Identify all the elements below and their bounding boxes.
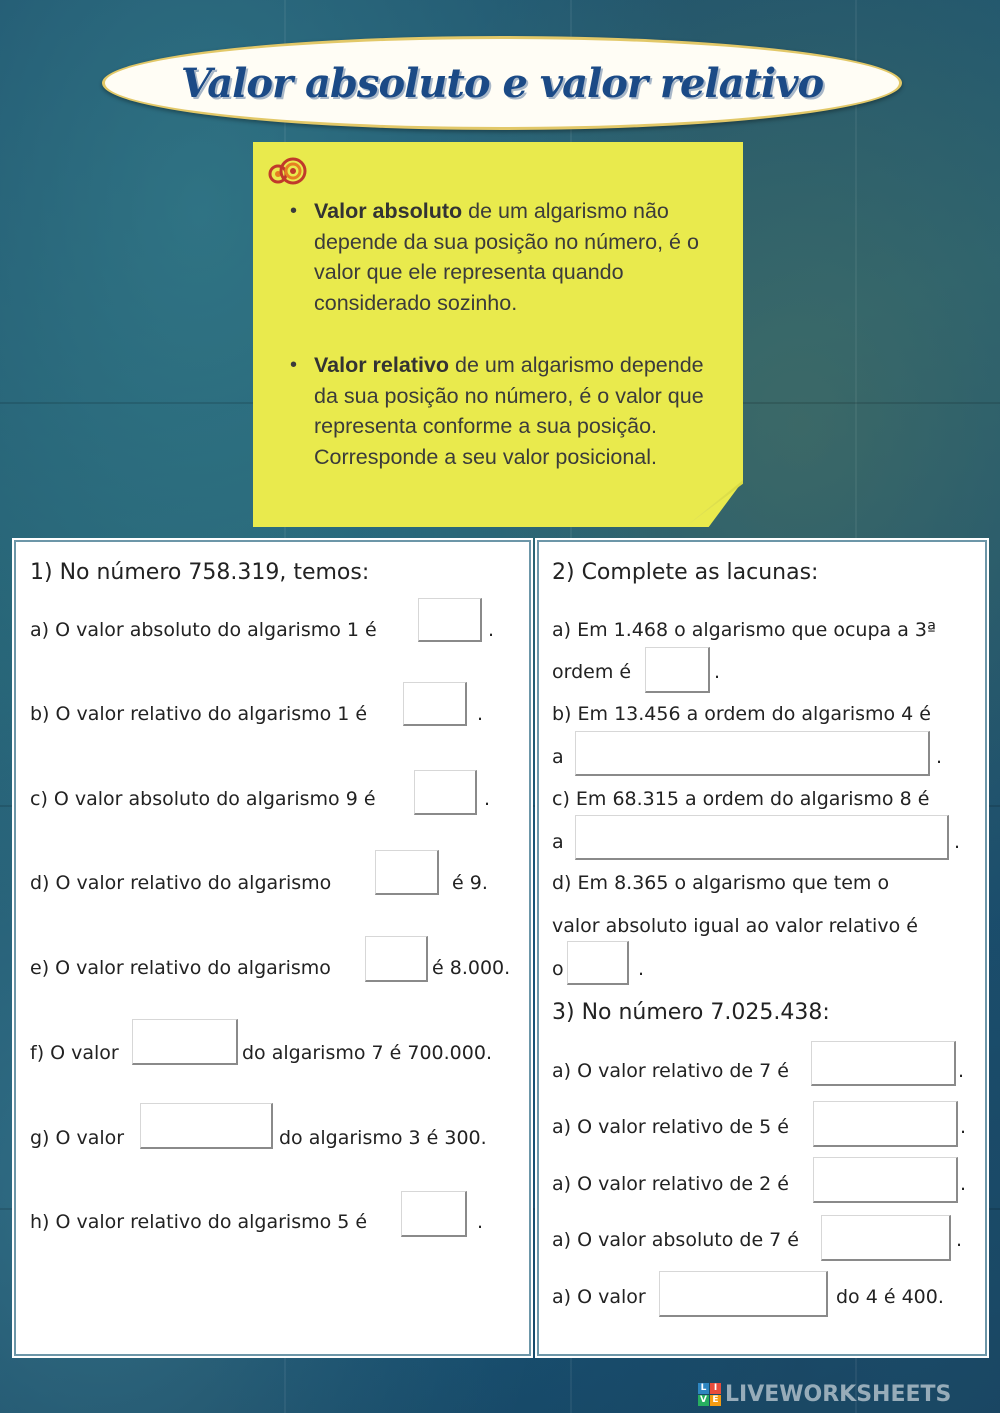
period: . <box>477 703 484 725</box>
q1c-text: c) O valor absoluto do algarismo 9 é <box>30 788 376 810</box>
q1d-tail: é 9. <box>452 872 488 894</box>
term-absolute: Valor absoluto <box>314 199 463 223</box>
period: . <box>477 1211 484 1233</box>
q1c-answer-input[interactable] <box>414 770 477 815</box>
period: . <box>954 831 961 853</box>
q3a-text: a) O valor relativo de 7 é <box>552 1060 789 1082</box>
q3a-answer-input[interactable] <box>811 1041 956 1086</box>
q1a-answer-input[interactable] <box>418 598 482 642</box>
exercise-1-heading: 1) No número 758.319, temos: <box>30 560 370 585</box>
q1d-text: d) O valor relativo do algarismo <box>30 872 332 894</box>
q1e-tail: é 8.000. <box>432 957 511 979</box>
target-icon <box>266 156 310 188</box>
term-relative: Valor relativo <box>314 353 450 377</box>
q2a-text-line1: a) Em 1.468 o algarismo que ocupa a 3ª <box>552 619 936 641</box>
q1b-answer-input[interactable] <box>403 682 467 726</box>
exercise-3-heading: 3) No número 7.025.438: <box>552 1000 830 1025</box>
q1b-text: b) O valor relativo do algarismo 1 é <box>30 703 368 725</box>
period: . <box>958 1060 965 1082</box>
period: . <box>638 958 645 980</box>
q2d-answer-input[interactable] <box>567 941 629 985</box>
q2b-text-line2: a <box>552 746 564 768</box>
logo-letter: E <box>710 1395 721 1406</box>
q3d-answer-input[interactable] <box>821 1215 951 1261</box>
period: . <box>484 788 491 810</box>
bullet: • <box>290 200 298 222</box>
q1f-answer-input[interactable] <box>132 1019 238 1065</box>
period: . <box>936 746 943 768</box>
q1e-text: e) O valor relativo do algarismo <box>30 957 331 979</box>
logo-letter: I <box>710 1383 721 1394</box>
note-item-absolute <box>288 196 713 318</box>
q2d-text-line2: valor absoluto igual ao valor relativo é <box>552 915 918 937</box>
liveworksheets-logo-icon <box>698 1383 721 1406</box>
liveworksheets-watermark <box>698 1380 951 1408</box>
q2c-text-line2: a <box>552 831 564 853</box>
q2a-text-line2: ordem é <box>552 661 632 683</box>
q2d-text-line3: o <box>552 958 564 980</box>
q2b-answer-input[interactable] <box>575 731 930 776</box>
q2c-text-line1: c) Em 68.315 a ordem do algarismo 8 é <box>552 788 930 810</box>
definition-relative: de um algarismo depende da sua posição no número, é o valor que representa conforme a sua posição. Corresponde a seu valor posicional. <box>314 353 704 469</box>
q1h-text: h) O valor relativo do algarismo 5 é <box>30 1211 368 1233</box>
period: . <box>960 1116 967 1138</box>
q1f-text: f) O valor <box>30 1042 119 1064</box>
q2c-answer-input[interactable] <box>575 815 949 860</box>
note-text <box>288 196 713 504</box>
q1g-answer-input[interactable] <box>140 1103 273 1149</box>
q2b-text-line1: b) Em 13.456 a ordem do algarismo 4 é <box>552 703 931 725</box>
q3c-text: a) O valor relativo de 2 é <box>552 1173 789 1195</box>
q3e-answer-input[interactable] <box>659 1271 828 1317</box>
q3b-answer-input[interactable] <box>813 1101 958 1147</box>
q3c-answer-input[interactable] <box>813 1157 958 1203</box>
q3e-tail: do 4 é 400. <box>836 1286 944 1308</box>
q3b-text: a) O valor relativo de 5 é <box>552 1116 789 1138</box>
definition-absolute: de um algarismo não depende da sua posição no número, é o valor que ele representa quando considerado sozinho. <box>314 199 699 315</box>
period: . <box>956 1229 963 1251</box>
logo-letter: V <box>698 1395 709 1406</box>
logo-letter: L <box>698 1383 709 1394</box>
q3e-text: a) O valor <box>552 1286 646 1308</box>
period: . <box>488 619 495 641</box>
title-banner <box>102 36 902 130</box>
note-item-relative <box>288 350 713 472</box>
watermark-text: LIVEWORKSHEETS <box>725 1381 952 1407</box>
q1g-tail: do algarismo 3 é 300. <box>279 1127 487 1149</box>
q1f-tail: do algarismo 7 é 700.000. <box>242 1042 492 1064</box>
q1d-answer-input[interactable] <box>375 850 439 895</box>
exercise-2-heading: 2) Complete as lacunas: <box>552 560 819 585</box>
q1a-text: a) O valor absoluto do algarismo 1 é <box>30 619 377 641</box>
q1g-text: g) O valor <box>30 1127 125 1149</box>
period: . <box>960 1173 967 1195</box>
q2d-text-line1: d) Em 8.365 o algarismo que tem o <box>552 872 890 894</box>
page-title: Valor absoluto e valor relativo <box>180 59 824 107</box>
period: . <box>714 661 721 683</box>
q1e-answer-input[interactable] <box>365 936 428 982</box>
q1h-answer-input[interactable] <box>401 1191 467 1237</box>
q2a-answer-input[interactable] <box>645 647 710 693</box>
bullet: • <box>290 354 298 376</box>
q3d-text: a) O valor absoluto de 7 é <box>552 1229 799 1251</box>
